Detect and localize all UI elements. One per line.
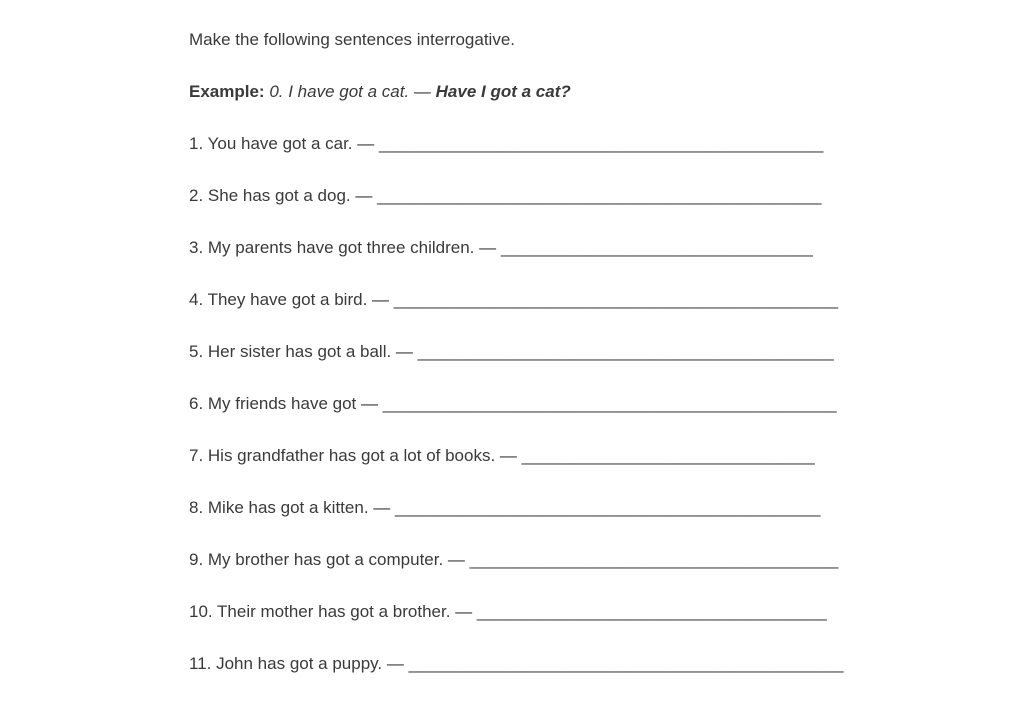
exercise-item-1 (189, 133, 1009, 185)
answer-blank[interactable]: _______________________________________________ (378, 134, 824, 153)
item-sentence: 7. His grandfather has got a lot of books. — (189, 446, 522, 465)
item-sentence: 9. My brother has got a computer. — (189, 550, 470, 569)
item-sentence: 6. My friends have got — (189, 394, 383, 413)
instruction-text: Make the following sentences interrogative. (189, 30, 516, 49)
exercise-item-2 (189, 185, 1009, 237)
answer-blank[interactable]: ____________________________________________ (417, 342, 834, 361)
exercise-item-10 (189, 601, 1009, 653)
item-sentence: 8. Mike has got a kitten. — (189, 498, 395, 517)
example-label: Example: (189, 82, 265, 101)
item-sentence: 1. You have got a car. — (189, 134, 379, 153)
exercise-item-11 (189, 653, 1009, 705)
example-line (189, 81, 1009, 133)
item-sentence: 2. She has got a dog. — (189, 186, 378, 205)
exercise-item-9 (189, 549, 1009, 601)
worksheet (189, 29, 1009, 705)
item-sentence: 11. John has got a puppy. — (189, 654, 409, 673)
answer-blank[interactable]: _____________________________________________ (394, 498, 821, 517)
example-question: 0. I have got a cat. — (269, 82, 436, 101)
answer-blank[interactable]: _______________________________________ (469, 550, 839, 569)
exercise-item-3 (189, 237, 1009, 289)
item-sentence: 5. Her sister has got a ball. — (189, 342, 418, 361)
exercise-item-6 (189, 393, 1009, 445)
item-sentence: 10. Their mother has got a brother. — (189, 602, 477, 621)
answer-blank[interactable]: _______________________________________________ (393, 290, 839, 309)
exercise-item-8 (189, 497, 1009, 549)
example-answer: Have I got a cat? (435, 82, 571, 101)
answer-blank[interactable]: _____________________________________ (476, 602, 827, 621)
answer-blank[interactable]: _________________________________ (500, 238, 813, 257)
item-sentence: 4. They have got a bird. — (189, 290, 394, 309)
answer-blank[interactable]: ______________________________________________ (408, 654, 844, 673)
exercise-item-4 (189, 289, 1009, 341)
exercise-item-5 (189, 341, 1009, 393)
exercise-item-7 (189, 445, 1009, 497)
item-sentence: 3. My parents have got three children. — (189, 238, 501, 257)
answer-blank[interactable]: ________________________________________________ (382, 394, 837, 413)
answer-blank[interactable]: _______________________________ (521, 446, 815, 465)
answer-blank[interactable]: _______________________________________________ (377, 186, 822, 205)
